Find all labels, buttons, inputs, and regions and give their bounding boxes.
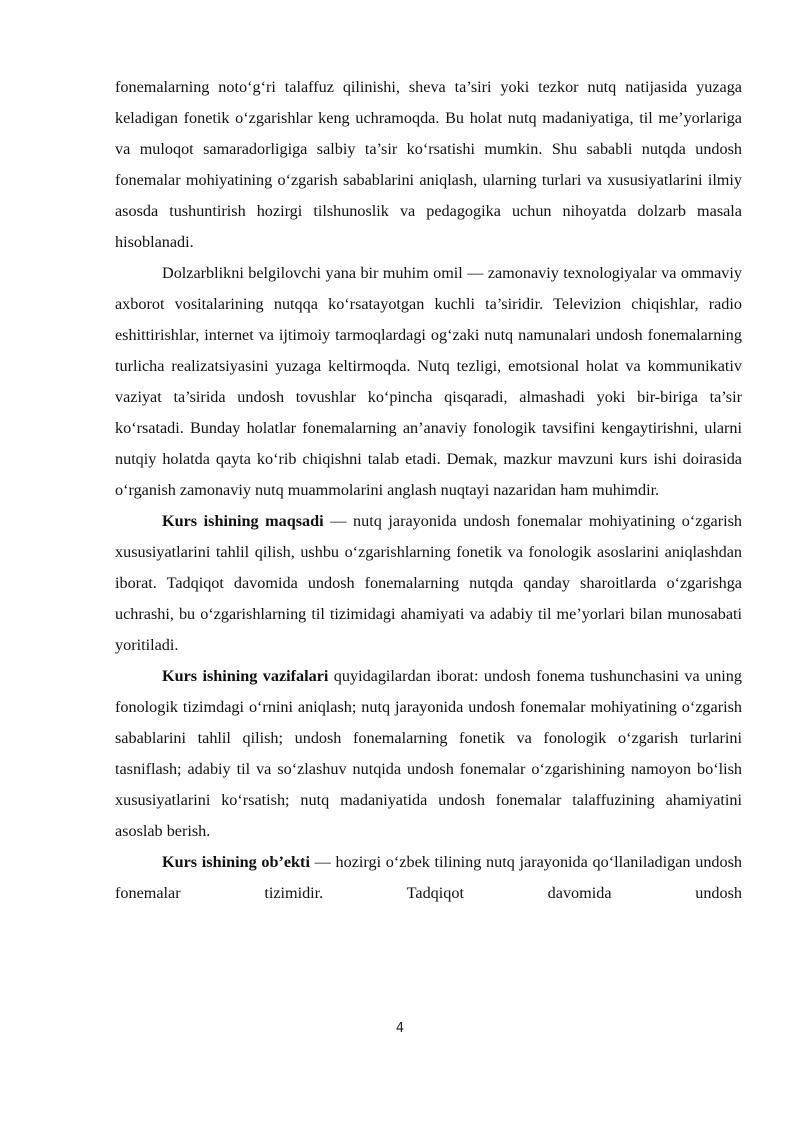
body-text bbox=[115, 72, 742, 909]
paragraph-continuation bbox=[115, 72, 742, 258]
page-number: 4 bbox=[395, 1021, 405, 1036]
paragraph-text: quyidagilardan iborat: undosh fonema tushunchasini va uning fonologik tizimdagi o‘rnini aniqlash; nutq jarayonida undosh fonemalar mohiyatining o‘zgarish sabablarini tahlil qilish; undosh fonemalarning fonetik va fonologik o‘zgarish turlarini tasniflash; adabiy til va so‘zlashuv nutqida undosh fonemalar o‘zgarishining namoyon bo‘lish xususiyatlarini ko‘rsatish; nutq madaniyatida undosh fonemalar talaffuzining ahamiyatini asoslab berish. bbox=[115, 667, 742, 840]
paragraph-relevance bbox=[115, 258, 742, 506]
paragraph-text: fonemalarning noto‘g‘ri talaffuz qilinishi, sheva ta’siri yoki tezkor nutq natijasida yuzaga keladigan fonetik o‘zgarishlar keng uchramoqda. Bu holat nutq madaniyatiga, til me’yorlariga va muloqot samaradorligiga salbiy ta’sir ko‘rsatishi mumkin. Shu sababli nutqda undosh fonemalar mohiyatining o‘zgarish sabablarini aniqlash, ularning turlari va xususiyatlarini ilmiy asosda tushuntirish hozirgi tilshunoslik va pedagogika uchun nihoyatda dolzarb masala hisoblanadi. bbox=[115, 78, 742, 251]
paragraph-text: Dolzarblikni belgilovchi yana bir muhim omil — zamonaviy texnologiyalar va ommaviy axborot vositalarining nutqqa ko‘rsatayotgan kuchli ta’siridir. Televizion chiqishlar, radio eshittirishlar, internet va ijtimoiy tarmoqlardagi og‘zaki nutq namunalari undosh fonemalarning turlicha realizatsiyasini yuzaga keltirmoqda. Nutq tezligi, emotsional holat va kommunikativ vaziyat ta’sirida undosh tovushlar ko‘pincha qisqaradi, almashadi yoki bir-biriga ta’sir ko‘rsatadi. Bunday holatlar fonemalarning an’anaviy fonologik tavsifini kengaytirishni, ularni nutqiy holatda qayta ko‘rib chiqishni talab etadi. Demak, mazkur mavzuni kurs ishi doirasida o‘rganish zamonaviy nutq muammolarini anglash nuqtayi nazaridan ham muhimdir. bbox=[115, 264, 742, 499]
paragraph-text: — nutq jarayonida undosh fonemalar mohiyatining o‘zgarish xususiyatlarini tahlil qilish, ushbu o‘zgarishlarning fonetik va fonologik asoslarini aniqlashdan iborat. Tadqiqot davomida undosh fonemalarning nutqda qanday sharoitlarda o‘zgarishga uchrashi, bu o‘zgarishlarning til tizimidagi ahamiyati va adabiy til me’yorlari bilan munosabati yoritiladi. bbox=[115, 512, 743, 654]
paragraph-goal bbox=[115, 506, 742, 661]
paragraph-heading: Kurs ishining maqsadi bbox=[162, 512, 324, 530]
paragraph-tasks bbox=[115, 661, 742, 847]
paragraph-heading: Kurs ishining ob’ekti bbox=[162, 853, 310, 871]
paragraph-heading: Kurs ishining vazifalari bbox=[162, 667, 329, 685]
paragraph-object bbox=[115, 847, 742, 909]
paragraph-text: — hozirgi o‘zbek tilining nutq jarayonida qo‘llaniladigan undosh fonemalar tizimidir. Tadqiqot davomida undosh bbox=[115, 853, 742, 902]
